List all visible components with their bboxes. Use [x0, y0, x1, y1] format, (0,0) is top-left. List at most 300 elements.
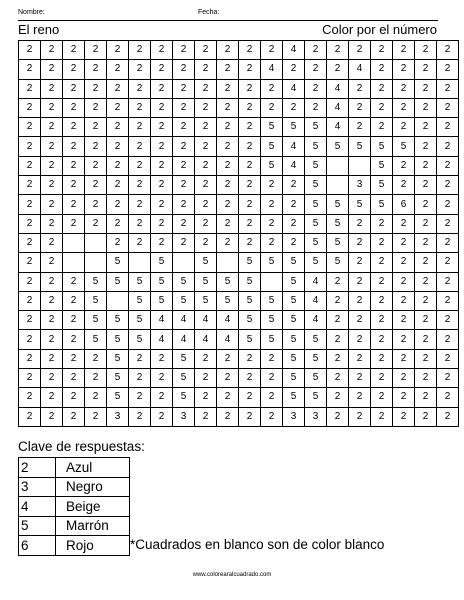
worksheet-subtitle: Color por el número [322, 22, 437, 37]
grid-cell: 5 [305, 369, 327, 388]
key-number: 5 [19, 516, 56, 536]
grid-cell: 5 [305, 330, 327, 349]
grid-cell: 5 [85, 291, 107, 310]
grid-cell: 5 [261, 156, 283, 175]
grid-cell: 4 [261, 60, 283, 79]
grid-cell: 2 [393, 272, 415, 291]
grid-cell: 5 [327, 214, 349, 233]
grid-cell: 2 [217, 195, 239, 214]
grid-cell: 2 [85, 156, 107, 175]
grid-cell: 2 [239, 369, 261, 388]
grid-cell: 5 [305, 233, 327, 252]
grid-cell: 2 [371, 60, 393, 79]
grid-cell: 2 [151, 41, 173, 60]
grid-row [19, 349, 459, 368]
grid-cell: 2 [415, 233, 437, 252]
grid-cell: 5 [261, 118, 283, 137]
grid-cell: 4 [327, 98, 349, 117]
grid-cell: 2 [393, 41, 415, 60]
grid-cell: 5 [173, 349, 195, 368]
grid-cell: 2 [63, 176, 85, 195]
grid-cell: 2 [107, 41, 129, 60]
grid-cell: 4 [283, 137, 305, 156]
grid-cell: 2 [41, 195, 63, 214]
grid-row [19, 176, 459, 195]
grid-cell: 2 [195, 214, 217, 233]
grid-cell: 2 [327, 311, 349, 330]
grid-cell: 5 [195, 253, 217, 272]
answer-key-title: Clave de respuestas: [18, 439, 145, 454]
key-color-name: Rojo [56, 536, 130, 556]
grid-cell [85, 253, 107, 272]
grid-cell: 2 [217, 214, 239, 233]
grid-cell: 2 [107, 118, 129, 137]
grid-cell: 2 [217, 41, 239, 60]
grid-cell: 2 [239, 156, 261, 175]
grid-row [19, 311, 459, 330]
grid-cell: 4 [173, 330, 195, 349]
grid-cell: 5 [173, 291, 195, 310]
grid-cell: 2 [85, 79, 107, 98]
grid-cell: 2 [63, 60, 85, 79]
grid-cell: 2 [151, 233, 173, 252]
grid-cell: 2 [393, 176, 415, 195]
grid-cell: 2 [239, 137, 261, 156]
grid-cell: 5 [129, 311, 151, 330]
grid-cell: 2 [415, 60, 437, 79]
grid-cell: 2 [371, 330, 393, 349]
grid-cell: 2 [195, 118, 217, 137]
grid-cell: 2 [63, 291, 85, 310]
grid-cell: 2 [437, 291, 459, 310]
grid-cell: 2 [415, 176, 437, 195]
grid-row [19, 272, 459, 291]
grid-cell: 2 [371, 291, 393, 310]
grid-cell: 2 [415, 137, 437, 156]
grid-cell: 2 [195, 60, 217, 79]
grid-cell: 2 [239, 176, 261, 195]
grid-cell: 2 [151, 388, 173, 407]
grid-cell: 2 [151, 156, 173, 175]
grid-cell: 2 [371, 214, 393, 233]
grid-cell: 5 [283, 388, 305, 407]
grid-cell: 2 [437, 41, 459, 60]
grid-cell: 2 [349, 311, 371, 330]
grid-cell: 2 [19, 195, 41, 214]
grid-cell: 5 [239, 330, 261, 349]
grid-cell: 2 [437, 79, 459, 98]
grid-cell: 2 [415, 214, 437, 233]
grid-cell: 2 [393, 253, 415, 272]
grid-cell: 5 [173, 388, 195, 407]
grid-cell [349, 156, 371, 175]
grid-cell: 2 [19, 349, 41, 368]
grid-cell: 2 [107, 98, 129, 117]
grid-cell: 2 [19, 60, 41, 79]
grid-cell: 2 [349, 272, 371, 291]
grid-cell: 5 [107, 330, 129, 349]
grid-cell: 2 [415, 330, 437, 349]
grid-cell: 2 [239, 60, 261, 79]
key-number: 4 [19, 497, 56, 517]
grid-cell: 2 [261, 349, 283, 368]
grid-cell: 5 [239, 272, 261, 291]
grid-cell: 2 [151, 176, 173, 195]
grid-cell: 2 [63, 137, 85, 156]
grid-cell: 2 [63, 272, 85, 291]
grid-cell: 2 [85, 41, 107, 60]
grid-cell: 2 [437, 214, 459, 233]
grid-cell: 6 [393, 195, 415, 214]
date-label: Fecha: [198, 9, 220, 16]
grid-cell: 2 [349, 291, 371, 310]
grid-cell: 2 [85, 137, 107, 156]
grid-cell: 2 [217, 369, 239, 388]
grid-cell: 2 [437, 176, 459, 195]
grid-cell: 2 [85, 369, 107, 388]
grid-cell: 2 [261, 369, 283, 388]
grid-cell [173, 253, 195, 272]
grid-cell: 2 [239, 349, 261, 368]
grid-cell: 2 [129, 118, 151, 137]
grid-cell: 2 [41, 118, 63, 137]
grid-cell: 5 [151, 253, 173, 272]
answer-key-table [18, 457, 130, 556]
key-row [19, 477, 130, 497]
grid-cell: 2 [41, 291, 63, 310]
grid-cell: 2 [349, 388, 371, 407]
grid-cell: 2 [415, 156, 437, 175]
grid-cell: 2 [415, 349, 437, 368]
grid-cell: 2 [107, 176, 129, 195]
grid-cell: 2 [85, 98, 107, 117]
grid-cell: 2 [415, 291, 437, 310]
grid-cell [85, 233, 107, 252]
grid-cell: 2 [107, 60, 129, 79]
grid-cell: 2 [393, 388, 415, 407]
grid-cell: 5 [107, 369, 129, 388]
grid-cell: 2 [41, 388, 63, 407]
grid-cell: 5 [239, 291, 261, 310]
grid-cell: 5 [283, 253, 305, 272]
grid-cell: 2 [151, 137, 173, 156]
grid-row [19, 137, 459, 156]
grid-cell [261, 272, 283, 291]
grid-cell: 2 [173, 41, 195, 60]
grid-cell: 2 [41, 253, 63, 272]
grid-cell: 5 [283, 118, 305, 137]
grid-cell: 2 [327, 407, 349, 426]
grid-cell: 3 [107, 407, 129, 426]
grid-cell: 2 [173, 195, 195, 214]
grid-cell: 5 [261, 311, 283, 330]
grid-cell: 2 [173, 137, 195, 156]
grid-cell: 2 [129, 369, 151, 388]
grid-cell: 2 [129, 214, 151, 233]
grid-cell: 2 [151, 214, 173, 233]
grid-cell: 2 [129, 349, 151, 368]
grid-cell: 2 [19, 311, 41, 330]
grid-cell: 2 [85, 349, 107, 368]
grid-cell: 2 [195, 79, 217, 98]
grid-cell: 2 [393, 79, 415, 98]
grid-cell: 2 [173, 233, 195, 252]
grid-cell: 2 [437, 137, 459, 156]
grid-cell: 2 [217, 118, 239, 137]
grid-cell: 4 [327, 79, 349, 98]
grid-cell: 2 [217, 233, 239, 252]
grid-cell: 2 [371, 118, 393, 137]
grid-row [19, 291, 459, 310]
grid-cell: 2 [63, 156, 85, 175]
grid-cell: 2 [85, 388, 107, 407]
grid-cell: 2 [261, 388, 283, 407]
grid-cell: 2 [371, 253, 393, 272]
grid-cell: 2 [19, 214, 41, 233]
grid-cell: 2 [41, 156, 63, 175]
grid-cell: 2 [349, 369, 371, 388]
grid-cell: 2 [19, 369, 41, 388]
grid-cell: 2 [41, 98, 63, 117]
grid-row [19, 98, 459, 117]
grid-cell: 2 [85, 118, 107, 137]
grid-cell: 2 [19, 233, 41, 252]
grid-cell: 2 [283, 233, 305, 252]
grid-cell: 2 [239, 79, 261, 98]
grid-cell: 2 [261, 233, 283, 252]
grid-cell: 2 [327, 291, 349, 310]
grid-cell: 2 [41, 311, 63, 330]
footer-url: www.colorearalcuadrado.com [192, 572, 272, 578]
grid-cell: 2 [19, 156, 41, 175]
grid-cell: 5 [283, 291, 305, 310]
grid-cell: 2 [63, 195, 85, 214]
grid-cell: 5 [327, 233, 349, 252]
grid-cell: 5 [107, 349, 129, 368]
grid-row [19, 233, 459, 252]
grid-cell [327, 156, 349, 175]
grid-cell: 2 [437, 233, 459, 252]
grid-cell: 2 [217, 407, 239, 426]
grid-cell: 2 [437, 195, 459, 214]
grid-cell: 2 [393, 311, 415, 330]
grid-cell: 2 [415, 41, 437, 60]
grid-cell: 2 [437, 407, 459, 426]
grid-cell: 2 [239, 388, 261, 407]
grid-cell: 2 [195, 41, 217, 60]
grid-cell: 2 [283, 176, 305, 195]
grid-cell: 5 [107, 272, 129, 291]
grid-cell: 2 [415, 407, 437, 426]
key-row [19, 458, 130, 478]
grid-cell: 2 [327, 388, 349, 407]
grid-cell: 2 [393, 214, 415, 233]
grid-row [19, 214, 459, 233]
key-row [19, 536, 130, 556]
grid-cell: 5 [151, 291, 173, 310]
grid-cell: 2 [151, 349, 173, 368]
grid-cell: 2 [261, 79, 283, 98]
grid-cell: 2 [261, 176, 283, 195]
grid-cell: 2 [415, 79, 437, 98]
key-color-name: Marrón [56, 516, 130, 536]
grid-cell: 5 [173, 369, 195, 388]
grid-cell: 2 [85, 195, 107, 214]
grid-cell: 3 [283, 407, 305, 426]
grid-cell: 2 [19, 388, 41, 407]
grid-cell: 2 [63, 369, 85, 388]
grid-row [19, 253, 459, 272]
grid-cell: 2 [129, 79, 151, 98]
grid-cell: 2 [371, 233, 393, 252]
grid-cell: 5 [283, 311, 305, 330]
grid-cell: 2 [63, 349, 85, 368]
grid-cell: 2 [195, 156, 217, 175]
grid-cell: 2 [195, 407, 217, 426]
grid-cell: 4 [151, 330, 173, 349]
grid-cell: 2 [371, 272, 393, 291]
worksheet-title: El reno [18, 22, 60, 37]
grid-cell: 2 [63, 98, 85, 117]
grid-cell: 2 [173, 214, 195, 233]
grid-cell: 5 [283, 369, 305, 388]
grid-cell: 2 [217, 176, 239, 195]
grid-cell: 2 [437, 118, 459, 137]
grid-cell: 4 [151, 311, 173, 330]
grid-cell: 4 [283, 156, 305, 175]
grid-cell: 2 [349, 79, 371, 98]
grid-cell: 2 [239, 98, 261, 117]
grid-cell: 2 [217, 79, 239, 98]
header-bar [18, 6, 438, 21]
grid-cell: 2 [349, 214, 371, 233]
grid-cell: 2 [129, 407, 151, 426]
grid-cell: 2 [327, 41, 349, 60]
grid-cell: 2 [41, 349, 63, 368]
grid-cell [327, 176, 349, 195]
grid-cell: 2 [239, 195, 261, 214]
grid-cell: 2 [415, 118, 437, 137]
grid-cell: 2 [129, 98, 151, 117]
grid-cell: 2 [415, 311, 437, 330]
grid-cell: 2 [327, 60, 349, 79]
grid-row [19, 330, 459, 349]
grid-cell: 2 [349, 407, 371, 426]
grid-cell: 2 [195, 233, 217, 252]
grid-cell: 2 [371, 41, 393, 60]
grid-cell: 4 [283, 41, 305, 60]
key-color-name: Beige [56, 497, 130, 517]
grid-cell: 2 [129, 41, 151, 60]
grid-cell: 5 [195, 272, 217, 291]
grid-cell: 2 [195, 349, 217, 368]
grid-cell: 5 [305, 214, 327, 233]
grid-cell: 2 [63, 311, 85, 330]
grid-cell: 2 [63, 79, 85, 98]
grid-cell: 2 [151, 195, 173, 214]
grid-cell: 5 [151, 272, 173, 291]
grid-cell: 2 [437, 156, 459, 175]
grid-cell: 2 [41, 176, 63, 195]
grid-cell: 2 [107, 79, 129, 98]
grid-cell: 5 [217, 272, 239, 291]
grid-cell: 2 [107, 195, 129, 214]
grid-cell: 2 [261, 407, 283, 426]
grid-cell: 2 [437, 349, 459, 368]
grid-row [19, 407, 459, 426]
grid-cell: 5 [349, 195, 371, 214]
grid-cell: 2 [195, 176, 217, 195]
grid-cell: 2 [195, 137, 217, 156]
grid-cell: 2 [129, 176, 151, 195]
grid-cell: 5 [261, 253, 283, 272]
grid-cell: 5 [85, 272, 107, 291]
grid-cell [63, 233, 85, 252]
grid-cell: 2 [195, 388, 217, 407]
grid-cell: 4 [217, 330, 239, 349]
name-label: Nombre: [18, 9, 45, 16]
grid-cell: 2 [349, 253, 371, 272]
key-number: 3 [19, 477, 56, 497]
grid-cell: 2 [393, 407, 415, 426]
grid-cell: 5 [393, 137, 415, 156]
grid-cell: 2 [151, 118, 173, 137]
color-by-number-grid [18, 40, 459, 427]
grid-cell: 2 [349, 98, 371, 117]
grid-cell: 2 [239, 233, 261, 252]
grid-cell: 2 [107, 156, 129, 175]
grid-cell: 2 [173, 156, 195, 175]
grid-cell: 2 [437, 369, 459, 388]
grid-cell: 5 [261, 291, 283, 310]
grid-cell: 2 [393, 233, 415, 252]
grid-cell: 2 [283, 195, 305, 214]
grid-cell: 2 [129, 156, 151, 175]
grid-cell: 2 [393, 330, 415, 349]
grid-cell: 2 [63, 388, 85, 407]
grid-cell: 2 [151, 369, 173, 388]
grid-cell: 2 [129, 137, 151, 156]
grid-cell: 2 [393, 291, 415, 310]
grid-cell: 5 [327, 195, 349, 214]
grid-cell: 2 [371, 369, 393, 388]
grid-cell: 2 [107, 233, 129, 252]
grid-cell [217, 253, 239, 272]
grid-cell [63, 253, 85, 272]
blank-squares-note: *Cuadrados en blanco son de color blanco [130, 537, 385, 552]
grid-cell: 5 [327, 137, 349, 156]
grid-cell: 2 [107, 137, 129, 156]
key-row [19, 497, 130, 517]
grid-row [19, 79, 459, 98]
grid-cell: 2 [349, 349, 371, 368]
key-number: 6 [19, 536, 56, 556]
grid-cell: 5 [371, 137, 393, 156]
grid-cell: 2 [63, 407, 85, 426]
grid-cell: 2 [415, 272, 437, 291]
grid-cell: 2 [19, 272, 41, 291]
grid-cell: 2 [63, 330, 85, 349]
grid-cell: 2 [85, 60, 107, 79]
grid-cell: 2 [173, 176, 195, 195]
grid-cell: 2 [393, 118, 415, 137]
grid-cell: 3 [305, 407, 327, 426]
grid-row [19, 41, 459, 60]
grid-cell: 5 [261, 137, 283, 156]
grid-cell: 4 [173, 311, 195, 330]
grid-cell: 5 [261, 330, 283, 349]
grid-cell: 2 [217, 388, 239, 407]
